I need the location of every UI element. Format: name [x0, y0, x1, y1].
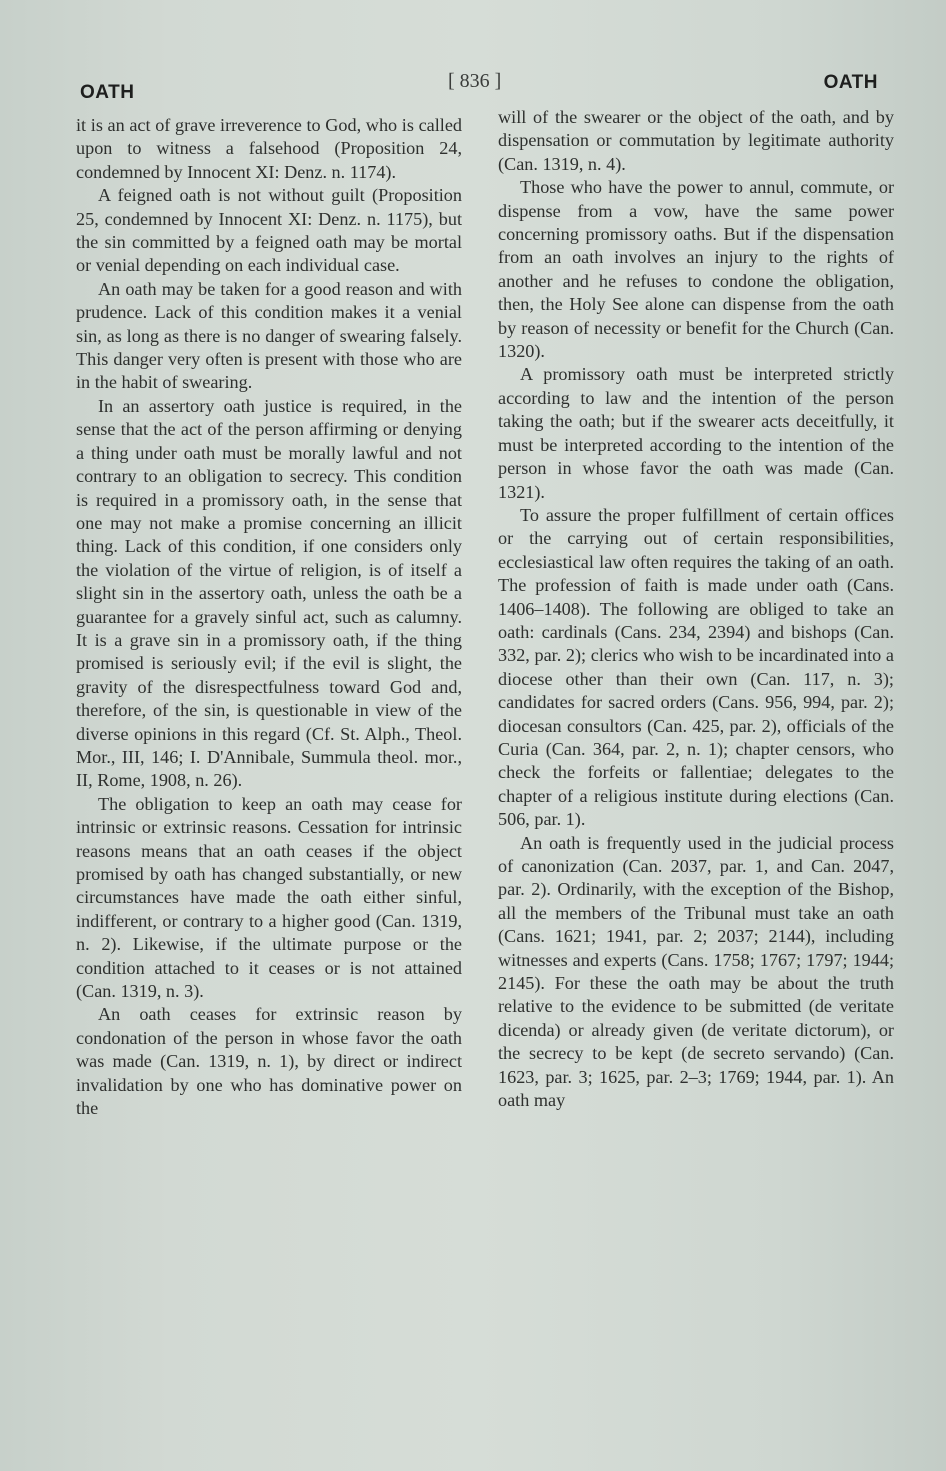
paragraph: In an assertory oath justice is required, in the sense that the act of the person affirming or denying a thing under oath must be morally lawful and not contrary to an obligation to secrecy. This condition is required in a promissory oath, in the sense that one may not make a promise concerning an illicit thing. Lack of this condition, if one considers only the violation of the virtue of religion, is of itself a slight sin in the assertory oath, unless the oath be a guarantee for a gravely sinful act, such as calumny. It is a grave sin in a promissory oath, if the thing promised is seriously evil; if the evil is slight, the gravity of the disrespectfulness toward God and, therefore, of the sin, is questionable in view of the diverse opinions in this regard (Cf. St. Alph., Theol. Mor., III, 146; I. D'Annibale, Summula theol. mor., II, Rome, 1908, n. 26).	[76, 395, 462, 791]
paragraph: Those who have the power to annul, commute, or dispense from a vow, have the same power concerning promissory oaths. But if the dispensation from an oath involves an injury to the rights of another and he refuses to condone the obligation, then, the Holy See alone can dispense from the oath by reason of necessity or benefit for the Church (Can. 1320).	[498, 177, 894, 362]
header-left-title: OATH	[80, 82, 135, 103]
paragraph: A feigned oath is not without guilt (Proposition 25, condemned by Innocent XI: Denz. n. 1175), but the sin committed by a feigned oath may be mortal or venial depending on each individual case.	[76, 185, 462, 276]
paragraph: An oath ceases for extrinsic reason by condonation of the person in whose favor the oath was made (Can. 1319, n. 1), by direct or indirect invalidation by one who has dominative power on the	[76, 1004, 462, 1119]
paragraph: To assure the proper fulfillment of certain offices or the carrying out of certain responsibilities, ecclesiastical law often requires the taking of an oath. The profession of faith is made under oath (Cans. 1406–1408). The following are obliged to take an oath: cardinals (Cans. 234, 2394) and bishops (Can. 332, par. 2); clerics who wish to be incardinated into a diocese other than their own (Can. 117, n. 3); candidates for sacred orders (Cans. 956, 994, par. 2); diocesan consultors (Can. 425, par. 2), officials of the Curia (Can. 364, par. 2, n. 1); chapter censors, who check the forfeits or fallentiae; delegates to the chapter of a religious institute during elections (Can. 506, par. 1).	[498, 504, 894, 830]
paragraph: it is an act of grave irreverence to God, who is called upon to witness a falsehood (Proposition 24, condemned by Innocent XI: Denz. n. 1174).	[76, 115, 462, 182]
paragraph: will of the swearer or the object of the oath, and by dispensation or commutation by legitimate authority (Can. 1319, n. 4).	[498, 107, 894, 174]
paragraph: An oath is frequently used in the judicial process of canonization (Can. 2037, par. 1, and Can. 2047, par. 2). Ordinarily, with the exception of the Bishop, all the members of the Tribunal must take an oath (Cans. 1621; 1941, par. 2; 2037; 2144), including witnesses and experts (Cans. 1758; 1767; 1797; 1944; 2145). For these the oath may be about the truth relative to the evidence to be submitted (de veritate dicenda) or already given (de veritate dictorum), or the secrecy to be kept (de secreto servando) (Can. 1623, par. 3; 1625, par. 2–3; 1769; 1944, par. 1). An oath may	[498, 832, 894, 1111]
left-column	[76, 114, 462, 1120]
paragraph: An oath may be taken for a good reason and with prudence. Lack of this condition makes it a venial sin, as long as there is no danger of swearing falsely. This danger very often is present with those who are in the habit of swearing.	[76, 278, 462, 393]
paragraph: The obligation to keep an oath may cease for intrinsic or extrinsic reasons. Cessation for intrinsic reasons means that an oath ceases if the object promised by oath has changed substantially, or new circumstances have made the oath either sinful, indifferent, or contrary to a higher good (Can. 1319, n. 2). Likewise, if the ultimate purpose or the condition attached to it ceases or is not attained (Can. 1319, n. 3).	[76, 793, 462, 1002]
running-header	[78, 68, 878, 108]
header-right-title: OATH	[823, 72, 878, 93]
right-column	[498, 106, 894, 1112]
page-number: [ 836 ]	[448, 70, 502, 92]
paragraph: A promissory oath must be interpreted strictly according to law and the intention of the person taking the oath; but if the swearer acts deceitfully, it must be interpreted according to the intention of the person in whose favor the oath was made (Can. 1321).	[498, 364, 894, 502]
